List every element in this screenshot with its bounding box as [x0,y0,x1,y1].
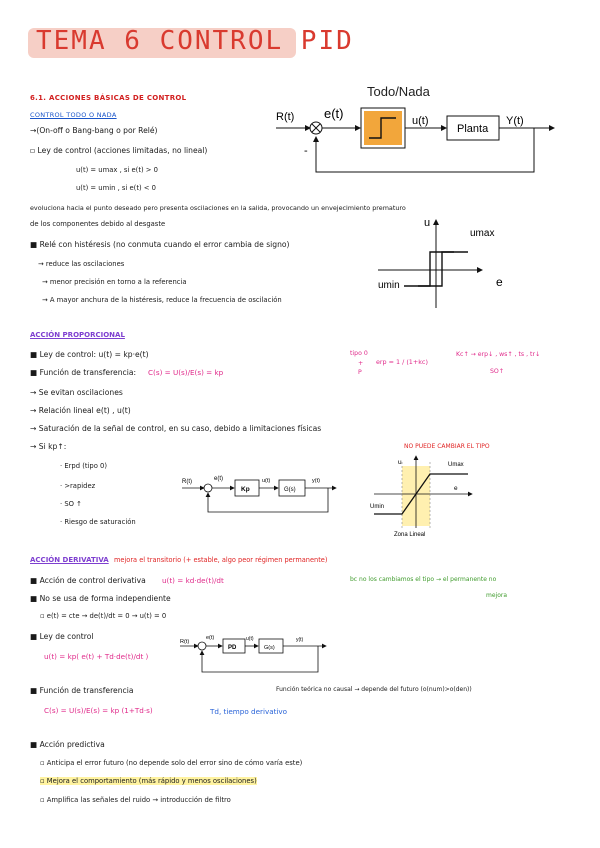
item-anticipa: ▫ Anticipa el error futuro (no depende solo del error sino de cómo varía este) [40,759,303,767]
note-so: SO↑ [490,368,504,375]
text-si-kp: → Si kp↑: [30,442,67,451]
note-no-causal: Función teórica no causal → depende del futuro (o(num)>o(den)) [276,686,472,693]
note-p: P [358,369,362,376]
note-erp: erp = 1 / (1+kc) [376,358,428,366]
note-no-cambia-tipo: bc no los cambiamos el tipo → el permanente no [350,576,497,583]
sat-axis-e: e [454,485,458,492]
text-ley-control-d: ■ Ley de control [30,632,94,641]
equation-u-kp-td: u(t) = kp( e(t) + Td·de(t)/dt ) [44,652,149,661]
text-funcion-transferencia-d: ■ Función de transferencia [30,686,134,695]
todo-nada-block-diagram [270,80,590,190]
note-tipo0: tipo 0 [350,350,368,357]
axis-e: e [496,275,503,289]
text-evoluciona: evoluciona hacia el punto deseado pero presenta oscilaciones en la salida, provocando un envejecimiento prematuro [30,204,406,212]
text-accion-predictiva: ■ Acción predictiva [30,740,105,749]
p-signal-e: e(t) [214,476,223,482]
relay-hysteresis-plot [372,208,582,318]
pd-plant-label: G(s) [264,645,275,651]
text-onoff: →(On-off o Bang-bang o por Relé) [30,126,158,135]
item-erpd: · Erpd (tipo 0) [60,462,108,470]
sat-label-zona-lineal: Zona Lineal [394,532,426,538]
sat-label-umin: Umin [370,504,385,510]
item-riesgo-saturacion: · Riesgo de saturación [60,518,136,526]
equation-umax: u(t) = umax , si e(t) > 0 [76,166,158,174]
text-rele-histeresis: ■ Relé con histéresis (no conmuta cuando el error cambia de signo) [30,240,290,249]
text-ley-control: ▫ Ley de control (acciones limitadas, no lineal) [30,146,208,155]
subheading-todo-nada: CONTROL TODO O NADA [30,111,117,119]
p-signal-y: y(t) [312,478,320,484]
item-mejora-comportamiento: ▫ Mejora el comportamiento (más rápido y menos oscilaciones) [40,777,257,785]
pd-signal-u: u(t) [246,636,254,642]
page-title: TEMA 6 CONTROL PID [28,24,296,66]
text-desgaste: de los componentes debido al desgaste [30,220,166,228]
sat-axis-u: u [398,459,402,466]
text-ley-control-p: ■ Ley de control: u(t) = kp·e(t) [30,350,149,359]
plant-label: Planta [457,123,489,135]
bullet-reduce: → reduce las oscilaciones [38,260,125,268]
text-accion-derivativa: ■ Acción de control derivativa [30,576,146,585]
pd-signal-e: e(t) [206,635,215,641]
text-evitan-oscilaciones: → Se evitan oscilaciones [30,388,123,397]
equation-umin: u(t) = umin , si e(t) < 0 [76,184,156,192]
note-kc-effects: Kc↑ → erp↓ , ws↑ , ts , tr↓ [456,351,541,358]
label-umax: umax [470,228,495,239]
section-heading-derivativa: ACCIÓN DERIVATIVA [30,556,109,564]
section-heading-acciones: 6.1. ACCIONES BÁSICAS DE CONTROL [30,94,187,102]
axis-u: u [424,217,431,229]
pd-signal-r: R(t) [180,639,190,645]
note-td: Td, tiempo derivativo [210,707,288,716]
text-no-independiente: ■ No se usa de forma independiente [30,594,171,603]
text-e-cte: ▫ e(t) = cte → de(t)/dt = 0 → u(t) = 0 [40,612,167,620]
equation-c-s-p: C(s) = U(s)/E(s) = kp [148,368,224,377]
bullet-precision: → menor precisión en torno a la referencia [42,278,187,286]
signal-r: R(t) [276,111,295,123]
p-block-diagram [178,470,350,518]
item-amplifica-ruido: ▫ Amplifica las señales del ruido → introducción de filtro [40,796,231,804]
text-funcion-transferencia-p: ■ Función de transferencia: [30,368,137,377]
text-relacion-lineal: → Relación lineal e(t) , u(t) [30,406,131,415]
sat-label-umax: Umax [448,462,464,468]
note-no-cambiar-tipo: NO PUEDE CAMBIAR EL TIPO [404,443,490,450]
section-heading-proporcional: ACCIÓN PROPORCIONAL [30,331,125,339]
p-kp-label: Kp [241,486,250,493]
item-rapidez: · >rapidez [60,482,96,490]
signal-u: u(t) [412,115,429,127]
label-umin: umin [378,280,400,291]
equation-c-s-pd: C(s) = U(s)/E(s) = kp (1+Td·s) [44,706,153,715]
note-mejora: mejora [486,592,508,599]
diagram-title: Todo/Nada [367,84,430,99]
note-plus: + [358,360,364,367]
equation-u-kd: u(t) = kd·de(t)/dt [162,576,224,585]
pd-block-diagram [176,632,350,682]
item-so: · SO ↑ [60,500,82,508]
pd-block-label: PD [228,645,237,651]
p-signal-r: R(t) [182,479,192,485]
saturation-plot [368,452,478,538]
p-plant-label: G(s) [284,487,296,493]
bullet-anchura: → A mayor anchura de la histéresis, reduce la frecuencia de oscilación [42,296,282,304]
signal-y: Y(t) [506,115,524,127]
p-signal-u: u(t) [262,478,271,484]
feedback-minus: - [304,145,308,157]
text-saturacion: → Saturación de la señal de control, en su caso, debido a limitaciones físicas [30,424,322,433]
signal-e: e(t) [324,106,344,121]
note-mejora-transitorio: mejora el transitorio (+ estable, algo peor régimen permanente) [114,556,328,564]
pd-signal-y: y(t) [296,637,304,643]
